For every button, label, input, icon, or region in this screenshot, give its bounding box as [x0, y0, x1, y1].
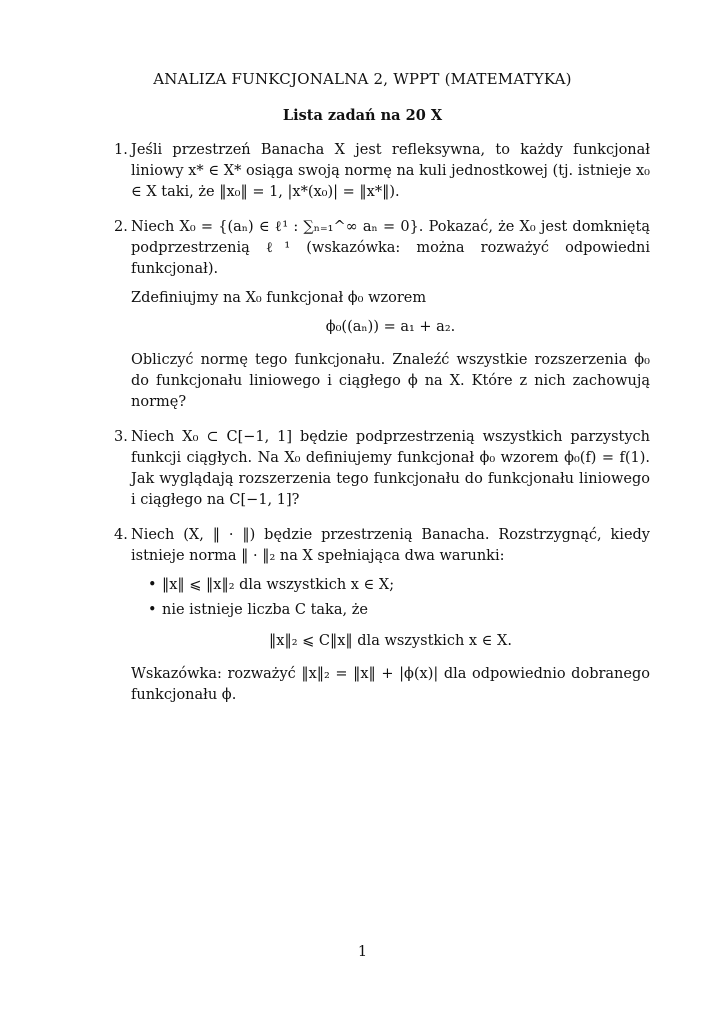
page-number: 1 — [357, 944, 368, 960]
display-formula: ϕ₀((aₙ)) = a₁ + a₂. — [325, 319, 456, 335]
problem-1 — [114, 140, 650, 203]
display-formula: ‖x‖₂ ⩽ C‖x‖ dla wszystkich x ∈ X. — [269, 633, 512, 649]
problem-3 — [114, 427, 650, 511]
problem-number: 1. — [114, 142, 128, 158]
problem-text: Niech X₀ ⊂ C[−1, 1] będzie podprzestrzenią wszystkich parzystych funkcji ciągłych. Na X₀ definiujemy funkcjonał ϕ₀ wzorem ϕ₀(f) = f(1). Jak wyglądają rozszerzenia tego funkcjonału do funkcjonału liniowego i ciągłego na C[−1, 1]? — [131, 429, 650, 508]
problem-text: Zdefiniujmy na X₀ funkcjonał ϕ₀ wzorem — [131, 290, 427, 306]
bullet-list — [131, 575, 650, 621]
bullet-item: • nie istnieje liczba C taka, że — [148, 600, 650, 621]
document-subtitle: Lista zadań na 20 X — [282, 107, 443, 124]
problem-number: 4. — [114, 527, 128, 543]
problem-list — [114, 140, 650, 720]
hint-text: Wskazówka: rozważyć ‖x‖₂ = ‖x‖ + |ϕ(x)| dla odpowiednio dobranego funkcjonału ϕ. — [131, 666, 650, 703]
document-title: ANALIZA FUNKCJONALNA 2, WPPT (MATEMATYKA) — [153, 70, 572, 88]
problem-text: Obliczyć normę tego funkcjonału. Znaleźć wszystkie rozszerzenia ϕ₀ do funkcjonału liniowego i ciągłego ϕ na X. Które z nich zachowują normę? — [131, 352, 650, 410]
problem-number: 3. — [114, 429, 128, 445]
problem-number: 2. — [114, 219, 128, 235]
problem-text: Jeśli przestrzeń Banacha X jest refleksywna, to każdy funkcjonał liniowy x* ∈ X* osiąga swoją normę na kuli jednostkowej (tj. istnieje x₀ ∈ X taki, że ‖x₀‖ = 1, |x*(x₀)| = ‖x*‖). — [131, 142, 650, 200]
bullet-item: • ‖x‖ ⩽ ‖x‖₂ dla wszystkich x ∈ X; — [148, 575, 650, 596]
problem-text: Niech X₀ = {(aₙ) ∈ ℓ¹ : ∑ₙ₌₁^∞ aₙ = 0}. Pokazać, że X₀ jest domkniętą podprzestrzenią ℓ¹ (wskazówka: można rozważyć odpowiedni funkcjonał). — [131, 219, 650, 277]
problem-4 — [114, 525, 650, 706]
problem-2 — [114, 217, 650, 413]
problem-text: Niech (X, ‖ · ‖) będzie przestrzenią Banacha. Rozstrzygnąć, kiedy istnieje norma ‖ · ‖₂ na X spełniająca dwa warunki: — [131, 527, 650, 564]
